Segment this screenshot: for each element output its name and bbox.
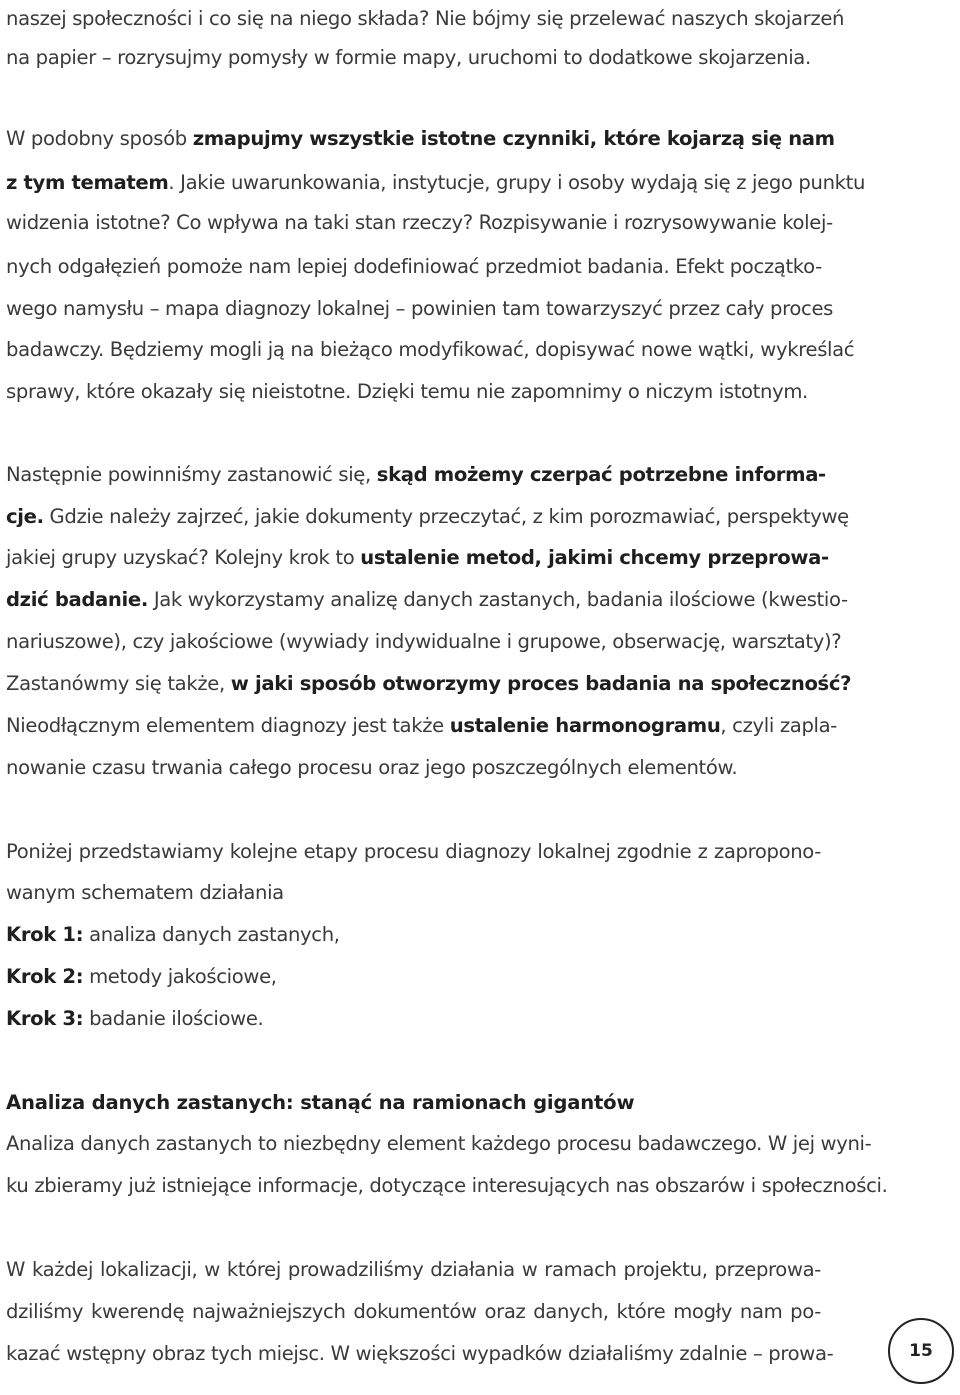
text-line: ku zbieramy już istniejące informacje, dotyczące interesujących nas obszarów i społeczności. — [6, 1174, 888, 1197]
step-item — [6, 922, 821, 948]
text-line: nowanie czasu trwania całego procesu oraz jego poszczególnych elementów. — [6, 756, 738, 779]
text-line: Poniżej przedstawiamy kolejne etapy procesu diagnozy lokalnej zgodnie z zapropono- — [6, 840, 821, 863]
bold-text: ustalenie harmonogramu — [449, 714, 721, 737]
text-run: Gdzie należy zajrzeć, jakie dokumenty przeczytać, z kim porozmawiać, perspektywę — [43, 505, 849, 528]
text-line: widzenia istotne? Co wpływa na taki stan rzeczy? Rozpisywanie i rozrysowywanie kolej- — [6, 211, 833, 234]
text-line: badawczy. Będziemy mogli ją na bieżąco modyfikować, dopisywać nowe wątki, wykreślać — [6, 338, 855, 361]
step-item — [6, 1006, 821, 1032]
step-label: Krok 2: — [6, 965, 84, 988]
text-line: naszej społeczności i co się na niego składa? Nie bójmy się przelewać naszych skojarzeń — [6, 7, 845, 30]
bold-text: z tym tematem — [6, 171, 169, 194]
text-run: Następnie powinniśmy zastanowić się, — [6, 463, 377, 486]
text-line — [6, 713, 837, 739]
text-line: Analiza danych zastanych to niezbędny element każdego procesu badawczego. W jej wyni- — [6, 1132, 872, 1155]
bold-text: zmapujmy wszystkie istotne czynniki, które kojarzą się nam — [192, 127, 835, 150]
text-run: Jak wykorzystamy analizę danych zastanych, badania ilościowe (kwestio- — [147, 588, 848, 611]
text-line — [6, 545, 829, 571]
text-line — [6, 170, 866, 196]
text-line: nariuszowe), czy jakościowe (wywiady indywidualne i grupowe, obserwację, warsztaty)? — [6, 630, 842, 653]
text-line: dziliśmy kwerendę najważniejszych dokumentów oraz danych, które mogły nam po- — [6, 1300, 821, 1323]
step-label: Krok 3: — [6, 1007, 84, 1030]
text-line: wanym schematem działania — [6, 881, 284, 904]
text-line: kazać wstępny obraz tych miejsc. W większości wypadków działaliśmy zdalnie – prowa- — [6, 1342, 834, 1365]
bold-text: ustalenie metod, jakimi chcemy przeprowa- — [360, 546, 829, 569]
text-line — [6, 671, 852, 697]
text-run: Zastanówmy się także, — [6, 672, 231, 695]
bold-text: skąd możemy czerpać potrzebne informa- — [376, 463, 826, 486]
text-line — [6, 504, 849, 530]
text-line — [6, 587, 848, 613]
section-heading: Analiza danych zastanych: stanąć na ramionach gigantów — [6, 1091, 635, 1114]
text-line — [6, 462, 826, 488]
text-line — [6, 126, 835, 152]
text-line: sprawy, które okazały się nieistotne. Dzięki temu nie zapomnimy o niczym istotnym. — [6, 380, 808, 403]
text-run: . Jakie uwarunkowania, instytucje, grupy i osoby wydają się z jego punktu — [168, 171, 866, 194]
step-text: badanie ilościowe. — [83, 1007, 264, 1030]
step-item — [6, 964, 821, 990]
text-line: wego namysłu – mapa diagnozy lokalnej – powinien tam towarzyszyć przez cały proces — [6, 297, 834, 320]
bold-text: dzić badanie. — [6, 588, 148, 611]
step-label: Krok 1: — [6, 923, 84, 946]
step-text: analiza danych zastanych, — [83, 923, 340, 946]
page-number: 15 — [888, 1318, 954, 1384]
bold-text: w jaki sposób otworzymy proces badania na społeczność? — [230, 672, 852, 695]
bold-text: cje. — [6, 505, 44, 528]
text-run: W podobny sposób — [6, 127, 193, 150]
text-run: , czyli zapla- — [720, 714, 837, 737]
text-line: W każdej lokalizacji, w której prowadziliśmy działania w ramach projektu, przeprowa- — [6, 1258, 821, 1281]
text-run: jakiej grupy uzyskać? Kolejny krok to — [6, 546, 361, 569]
text-line: na papier – rozrysujmy pomysły w formie mapy, uruchomi to dodatkowe skojarzenia. — [6, 46, 811, 69]
text-run: Nieodłącznym elementem diagnozy jest także — [6, 714, 450, 737]
step-text: metody jakościowe, — [83, 965, 277, 988]
text-line: nych odgałęzień pomoże nam lepiej dodefiniować przedmiot badania. Efekt początko- — [6, 255, 822, 278]
